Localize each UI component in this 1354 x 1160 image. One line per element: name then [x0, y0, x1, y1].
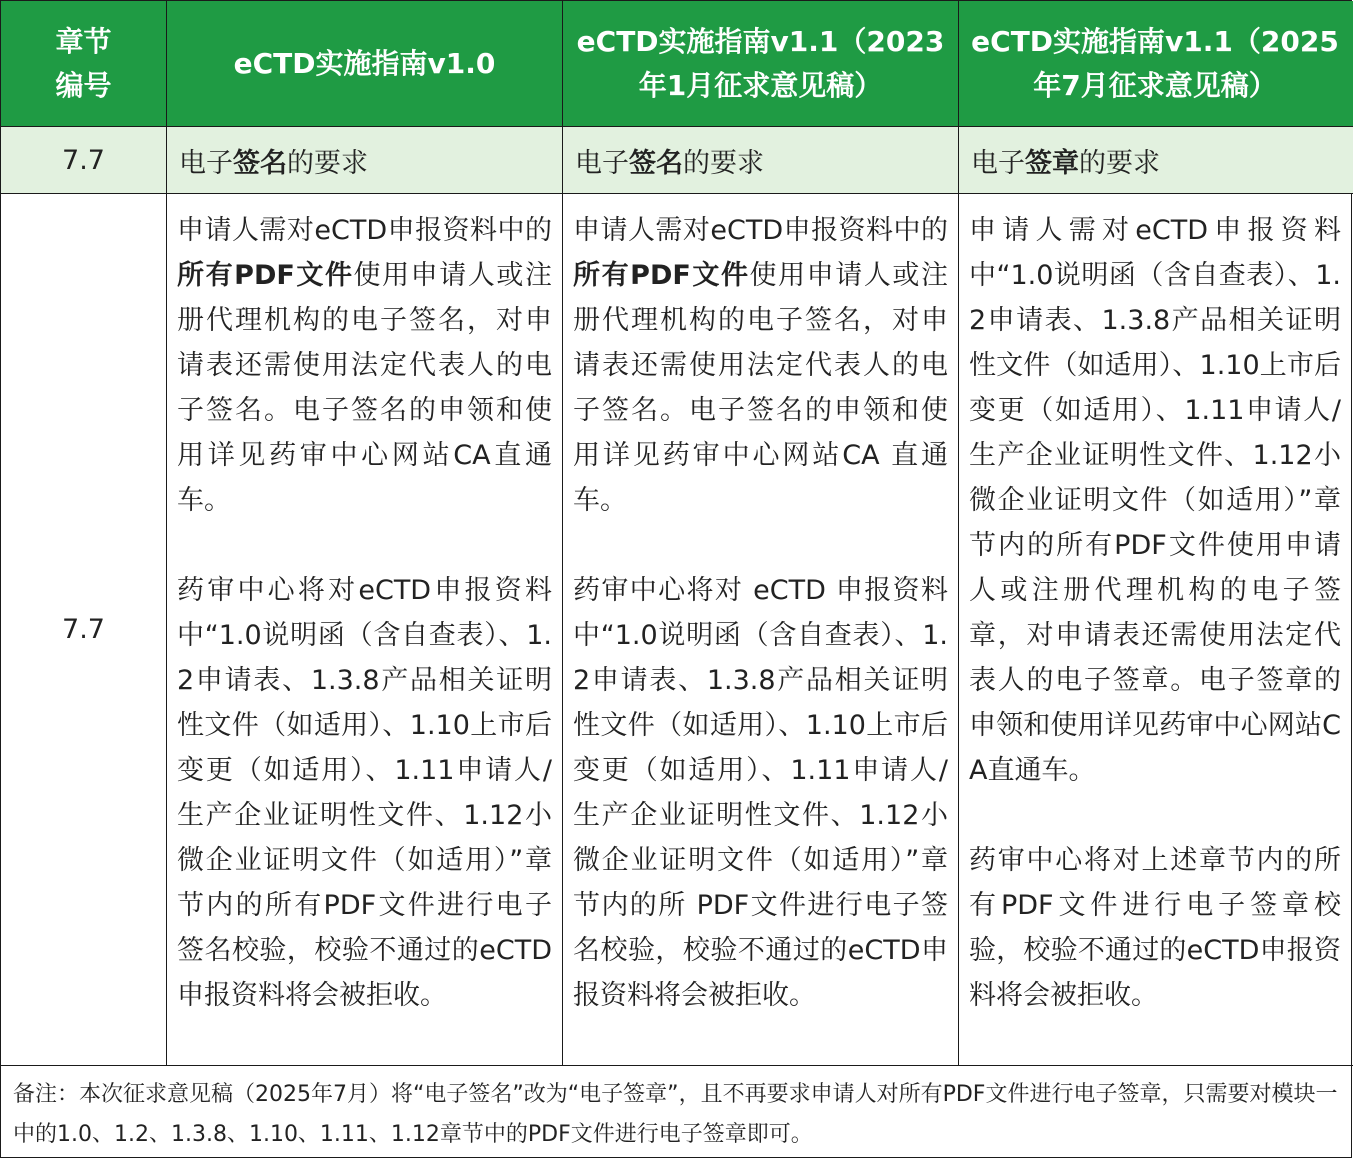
subheader-section-number: 7.7	[62, 144, 105, 176]
body-v10	[167, 194, 563, 1065]
body-v11-2025	[959, 194, 1351, 1065]
body-v11-2023-paragraph-1: 申请人需对eCTD申报资料中的所有PDF文件使用申请人或注册代理机构的电子签名，对申请表还需使用法定代表人的电子签名。电子签名的申领和使用详见药审中心网站CA 直通车。	[573, 215, 948, 516]
table-subheader-row	[1, 127, 1353, 194]
subheader-v11-2023	[563, 127, 959, 193]
body-v10-paragraph-2: 药审中心将对eCTD申报资料中“1.0说明函（含自查表）、1.2申请表、1.3.8产品相关证明性文件（如适用）、1.10上市后变更（如适用）、1.11申请人/生产企业证明性文件、1.12小微企业证明文件（如适用）”章节内的所有PDF文件进行电子签名校验，校验不通过的eCTD申报资料将会被拒收。	[177, 575, 552, 1011]
body-v10-paragraph-1: 申请人需对eCTD申报资料中的所有PDF文件使用申请人或注册代理机构的电子签名，对申请表还需使用法定代表人的电子签名。电子签名的申领和使用详见药审中心网站CA直通车。	[177, 215, 552, 516]
subheader-section	[1, 127, 167, 193]
body-v11-2023-paragraph-2: 药审中心将对 eCTD 申报资料中“1.0说明函（含自查表）、1.2申请表、1.3.8产品相关证明性文件（如适用）、1.10上市后变更（如适用）、1.11申请人/生产企业证明性文件、1.12小微企业证明文件（如适用）”章节内的所 PDF文件进行电子签名校验，校验不通过的eCTD申报资料将会被拒收。	[573, 575, 948, 1011]
body-section	[1, 194, 167, 1065]
header-v11-2023	[563, 1, 959, 126]
header-section-number	[1, 1, 167, 126]
header-v11-2025-label: eCTD实施指南v1.1（2025年7月征求意见稿）	[971, 24, 1339, 102]
subheader-v11-2023-title: 电子签名的要求	[575, 147, 764, 179]
body-v11-2025-paragraph-1: 申请人需对eCTD申报资料中“1.0说明函（含自查表）、1.2申请表、1.3.8产品相关证明性文件（如适用）、1.10上市后变更（如适用）、1.11申请人/生产企业证明性文件、1.12小微企业证明文件（如适用）”章节内的所有PDF文件使用申请人或注册代理机构的电子签章，对申请表还需使用法定代表人的电子签章。电子签章的申领和使用详见药审中心网站CA直通车。	[969, 215, 1341, 786]
subheader-v10	[167, 127, 563, 193]
body-v11-2025-paragraph-2: 药审中心将对上述章节内的所有PDF文件进行电子签章校验，校验不通过的eCTD申报资料将会被拒收。	[969, 845, 1341, 1011]
header-v10-label: eCTD实施指南v1.0	[233, 46, 496, 80]
table-body-row	[1, 194, 1353, 1066]
subheader-v11-2025	[959, 127, 1351, 193]
table-footnote: 备注：本次征求意见稿（2025年7月）将“电子签名”改为“电子签章”，且不再要求申请人对所有PDF文件进行电子签章，只需要对模块一中的1.0、1.2、1.3.8、1.10、1.11、1.12章节中的PDF文件进行电子签章即可。	[13, 1082, 1338, 1147]
header-section-number-label: 章节 编号	[55, 24, 112, 102]
header-v11-2025	[959, 1, 1351, 126]
body-section-number: 7.7	[62, 614, 105, 645]
body-v11-2023	[563, 194, 959, 1065]
subheader-v11-2025-title: 电子签章的要求	[971, 147, 1160, 179]
header-v10	[167, 1, 563, 126]
header-v11-2023-label: eCTD实施指南v1.1（2023年1月征求意见稿）	[576, 24, 945, 102]
table-header-row	[1, 1, 1353, 127]
subheader-v10-title: 电子签名的要求	[179, 147, 368, 179]
